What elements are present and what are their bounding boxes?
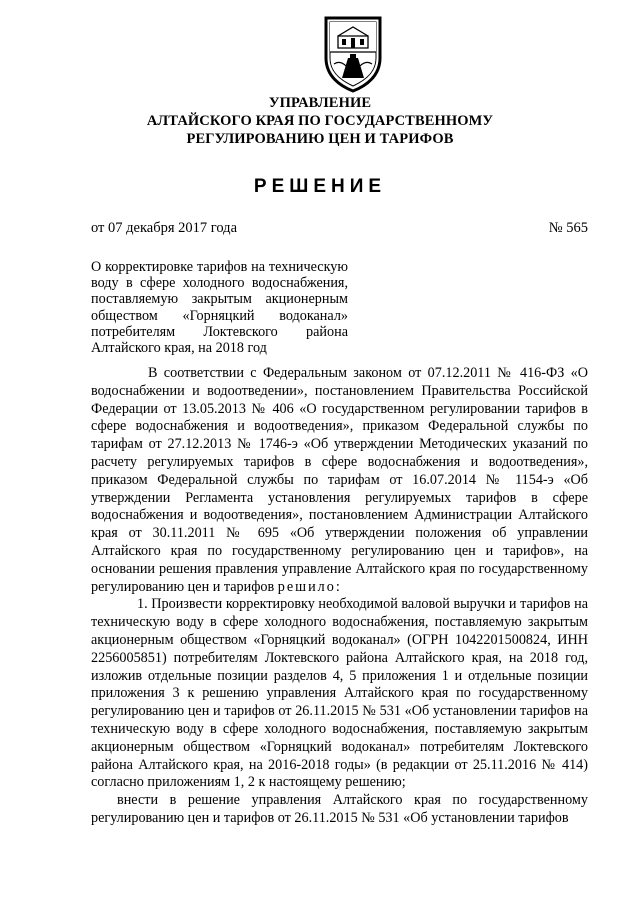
paragraph-1-end: : bbox=[335, 578, 340, 595]
document-subject: О корректировке тарифов на техническую воду в сфере холодного водоснабжения, поставляемую закрытым акционерным обществом «Горняцкий водоканал» потребителям Локтевского района Алтайского края, на 2018 год bbox=[91, 259, 348, 357]
body-paragraph-3: внести в решение управления Алтайского края по государственному регулированию цен и тарифов от 26.11.2015 № 531 «Об установлении тарифов bbox=[91, 792, 588, 826]
document-body bbox=[91, 365, 588, 828]
org-line-1: УПРАВЛЕНИЕ bbox=[268, 95, 372, 111]
decided-word: решило bbox=[277, 578, 336, 595]
document-number: № 565 bbox=[548, 220, 588, 236]
document-date: от 07 декабря 2017 года bbox=[91, 220, 237, 236]
document-title: РЕШЕНИЕ bbox=[253, 176, 387, 197]
paragraph-1-text: В соответствии с Федеральным законом от 07.12.2011 № 416-ФЗ «О водоснабжении и водоотведении», постановлением Правительства Российской Федерации от 13.05.2013 № 406 «О государственном регулировании тарифов в сфере водоснабжения и водоотведения», приказом Федеральной службы по тарифам от 27.12.2013 № 1746-э «Об утверждении Методических указаний по расчету регулируемых тарифов в сфере водоснабжения и водоотведения», приказом Федеральной службы по тарифам от 16.07.2014 № 1154-э «Об утверждении Регламента установления регулируемых тарифов в сфере водоснабжения и водоотведения», постановлением Администрации Алтайского края от 30.11.2011 № 695 «Об утверждении положения об управлении Алтайского края по государственному регулированию цен и тарифов», на основании решения правления управление Алтайского края по государственному регулированию цен и тарифов bbox=[91, 365, 588, 595]
body-paragraph-2: 1. Произвести корректировку необходимой валовой выручки и тарифов на техническую воду в сфере холодного водоснабжения, поставляемую закрытым акционерным обществом «Горняцкий водоканал» (ОГРН 1042201500824, ИНН 2256005851) потребителям Локтевского района Алтайского края, на 2018 год, изложив отдельные позиции разделов 4, 5 приложения 1 и отдельные позиции приложения 3 к решению управления Алтайского края по государственному регулированию цен и тарифов от 26.11.2015 № 531 «Об установлении тарифов на техническую воду в сфере холодного водоснабжения, поставляемую закрытым акционерным обществом «Горняцкий водоканал» потребителям Локтевского района Алтайского края, на 2016-2018 годы» (в редакции от 25.11.2016 № 414) согласно приложениям 1, 2 к настоящему решению; bbox=[91, 596, 588, 791]
coat-of-arms-emblem-icon bbox=[318, 14, 388, 94]
org-line-3: РЕГУЛИРОВАНИЮ ЦЕН И ТАРИФОВ bbox=[186, 131, 454, 147]
org-line-2: АЛТАЙСКОГО КРАЯ ПО ГОСУДАРСТВЕННОМУ bbox=[146, 113, 494, 129]
issuing-authority bbox=[0, 94, 640, 148]
body-paragraph-1 bbox=[91, 365, 588, 596]
